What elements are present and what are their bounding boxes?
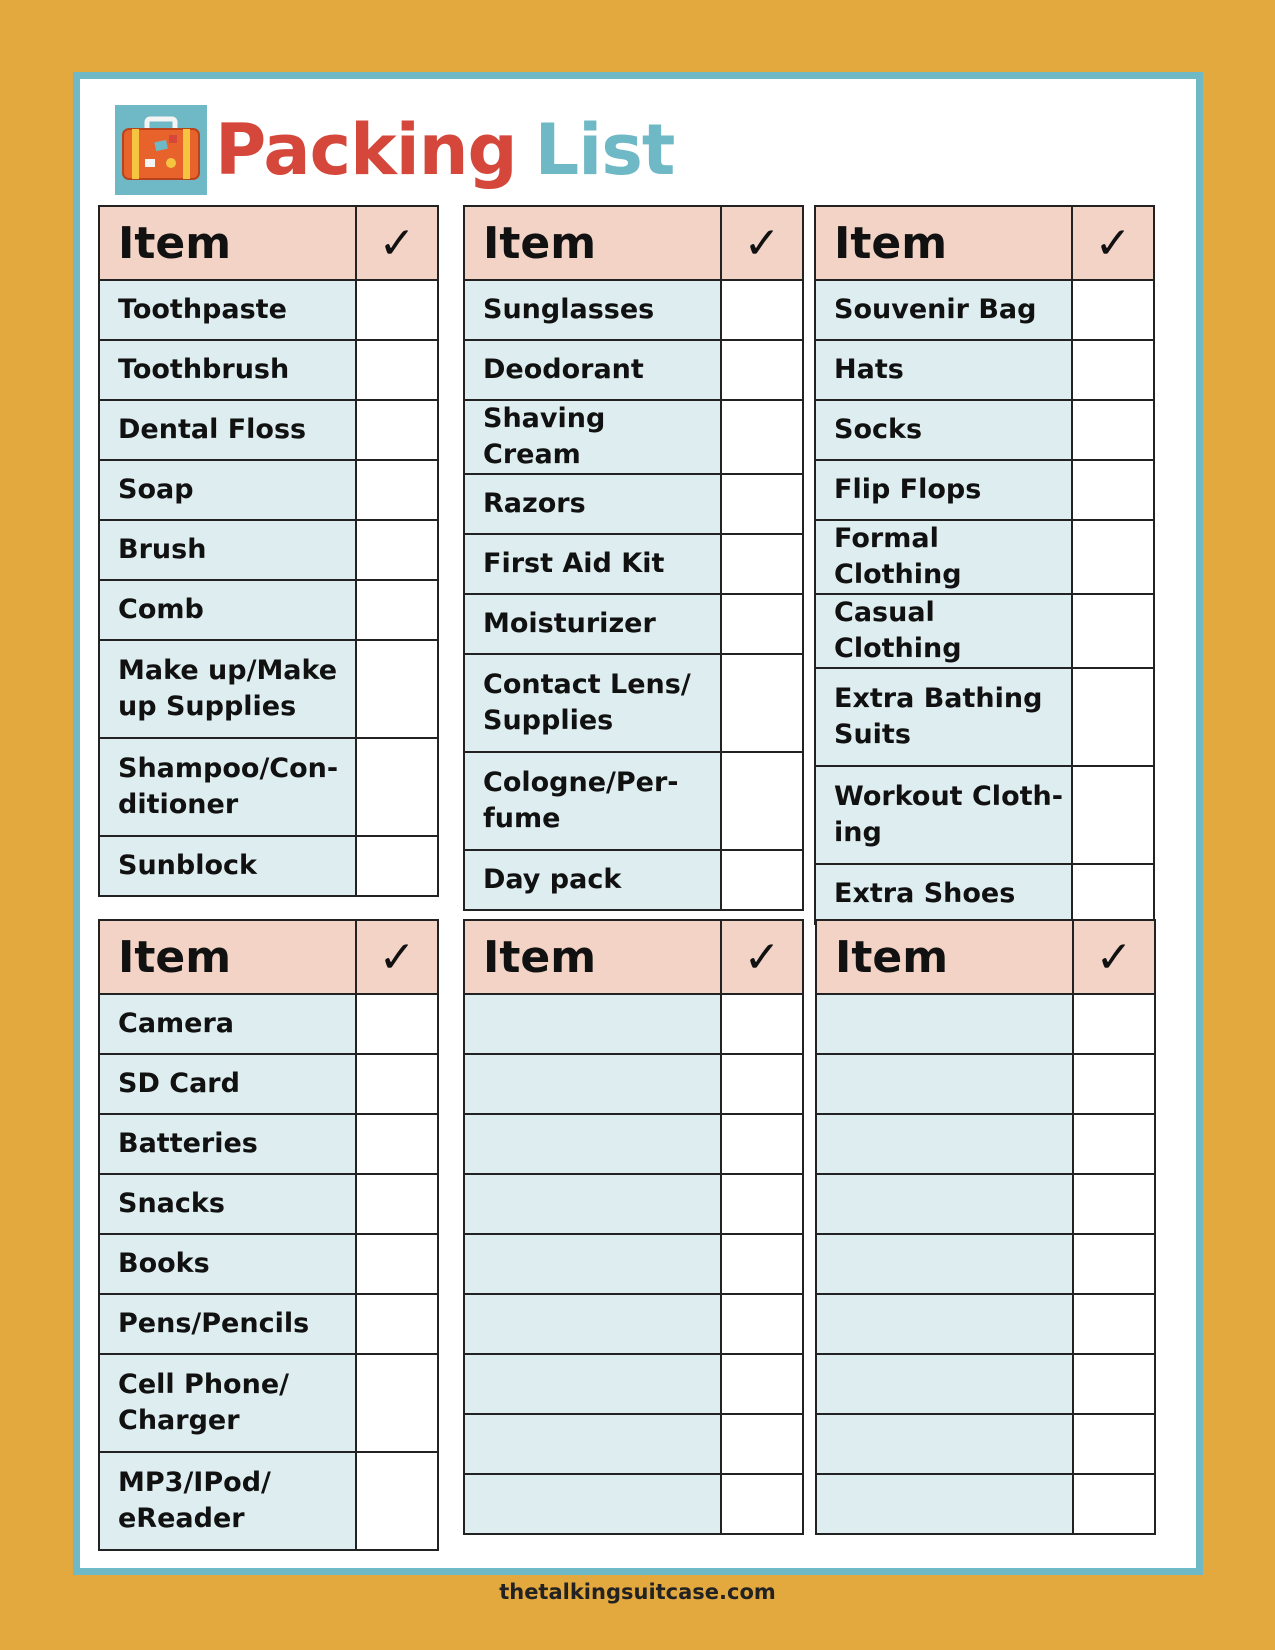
list-item: Shampoo/Con-ditioner: [99, 738, 356, 836]
list-item: Make up/Make up Supplies: [99, 640, 356, 738]
check-box[interactable]: [721, 1114, 803, 1174]
list-item: Toothbrush: [99, 340, 356, 400]
blank-item-field[interactable]: [816, 1474, 1073, 1534]
checkmark-icon: ✓: [356, 206, 438, 280]
check-box[interactable]: [356, 1234, 438, 1294]
check-box[interactable]: [356, 738, 438, 836]
packing-table-4: [98, 919, 439, 1551]
check-box[interactable]: [1072, 520, 1154, 594]
list-item: Formal Clothing: [815, 520, 1072, 594]
check-box[interactable]: [1073, 1054, 1155, 1114]
list-item: Camera: [99, 994, 356, 1054]
packing-table-6: [815, 919, 1156, 1535]
check-box[interactable]: [1073, 1174, 1155, 1234]
check-box[interactable]: [356, 1452, 438, 1550]
item-column-header: Item: [99, 206, 356, 280]
item-column-header: Item: [815, 206, 1072, 280]
blank-item-field[interactable]: [464, 1174, 721, 1234]
checkmark-icon: ✓: [721, 206, 803, 280]
list-item: Flip Flops: [815, 460, 1072, 520]
check-box[interactable]: [1072, 864, 1154, 924]
check-box[interactable]: [1072, 594, 1154, 668]
check-box[interactable]: [1072, 766, 1154, 864]
check-box[interactable]: [356, 280, 438, 340]
blank-item-field[interactable]: [464, 1354, 721, 1414]
list-item: Hats: [815, 340, 1072, 400]
page-title: [215, 109, 675, 191]
list-item: Dental Floss: [99, 400, 356, 460]
packing-table-1: [98, 205, 439, 897]
page-header: [115, 102, 674, 198]
list-item: Workout Cloth-ing: [815, 766, 1072, 864]
check-box[interactable]: [1073, 1234, 1155, 1294]
check-box[interactable]: [1072, 400, 1154, 460]
list-item: Books: [99, 1234, 356, 1294]
list-item: Batteries: [99, 1114, 356, 1174]
blank-item-field[interactable]: [464, 994, 721, 1054]
check-box[interactable]: [721, 1234, 803, 1294]
check-box[interactable]: [721, 280, 803, 340]
check-box[interactable]: [721, 1354, 803, 1414]
check-box[interactable]: [356, 1174, 438, 1234]
item-column-header: Item: [464, 920, 721, 994]
blank-item-field[interactable]: [816, 1054, 1073, 1114]
list-item: Contact Lens/ Supplies: [464, 654, 721, 752]
check-box[interactable]: [1072, 668, 1154, 766]
item-column-header: Item: [464, 206, 721, 280]
check-box[interactable]: [356, 400, 438, 460]
title-word-packing: Packing: [215, 109, 517, 191]
list-item: Comb: [99, 580, 356, 640]
packing-table-3: [814, 205, 1155, 925]
item-column-header: Item: [816, 920, 1073, 994]
check-box[interactable]: [356, 994, 438, 1054]
blank-item-field[interactable]: [816, 1414, 1073, 1474]
list-item: Shaving Cream: [464, 400, 721, 474]
list-item: First Aid Kit: [464, 534, 721, 594]
check-box[interactable]: [356, 460, 438, 520]
check-box[interactable]: [721, 340, 803, 400]
check-box[interactable]: [1073, 1414, 1155, 1474]
blank-item-field[interactable]: [464, 1414, 721, 1474]
check-box[interactable]: [356, 580, 438, 640]
check-box[interactable]: [356, 1294, 438, 1354]
check-box[interactable]: [1072, 340, 1154, 400]
check-box[interactable]: [356, 1114, 438, 1174]
list-item: Socks: [815, 400, 1072, 460]
list-item: Cell Phone/ Charger: [99, 1354, 356, 1452]
check-box[interactable]: [1072, 460, 1154, 520]
list-item: Deodorant: [464, 340, 721, 400]
check-box[interactable]: [721, 1174, 803, 1234]
check-box[interactable]: [356, 520, 438, 580]
check-box[interactable]: [721, 534, 803, 594]
list-item: Cologne/Per-fume: [464, 752, 721, 850]
list-item: Sunglasses: [464, 280, 721, 340]
blank-item-field[interactable]: [464, 1474, 721, 1534]
list-item: Brush: [99, 520, 356, 580]
blank-item-field[interactable]: [816, 1174, 1073, 1234]
footer-url: thetalkingsuitcase.com: [499, 1580, 776, 1604]
blank-item-field[interactable]: [464, 1294, 721, 1354]
check-box[interactable]: [721, 1054, 803, 1114]
list-item: Snacks: [99, 1174, 356, 1234]
list-item: Casual Clothing: [815, 594, 1072, 668]
check-box[interactable]: [721, 654, 803, 752]
list-item: Souvenir Bag: [815, 280, 1072, 340]
check-box[interactable]: [1073, 1354, 1155, 1414]
packing-table-5: [463, 919, 804, 1535]
check-box[interactable]: [1073, 1474, 1155, 1534]
item-column-header: Item: [99, 920, 356, 994]
check-box[interactable]: [1073, 1114, 1155, 1174]
list-item: Razors: [464, 474, 721, 534]
checkmark-icon: ✓: [1073, 920, 1155, 994]
list-item: MP3/IPod/ eReader: [99, 1452, 356, 1550]
check-box[interactable]: [1073, 1294, 1155, 1354]
check-box[interactable]: [721, 1414, 803, 1474]
check-box[interactable]: [356, 340, 438, 400]
check-box[interactable]: [356, 836, 438, 896]
list-item: Extra Shoes: [815, 864, 1072, 924]
packing-table-2: [463, 205, 804, 911]
blank-item-field[interactable]: [816, 994, 1073, 1054]
check-box[interactable]: [721, 474, 803, 534]
check-box[interactable]: [1072, 280, 1154, 340]
blank-item-field[interactable]: [464, 1114, 721, 1174]
blank-item-field[interactable]: [816, 1294, 1073, 1354]
checkmark-icon: ✓: [1072, 206, 1154, 280]
check-box[interactable]: [721, 1294, 803, 1354]
checkmark-icon: ✓: [721, 920, 803, 994]
title-word-list: List: [534, 109, 675, 191]
list-item: Sunblock: [99, 836, 356, 896]
blank-item-field[interactable]: [464, 1234, 721, 1294]
list-item: Soap: [99, 460, 356, 520]
blank-item-field[interactable]: [816, 1114, 1073, 1174]
list-item: Day pack: [464, 850, 721, 910]
check-box[interactable]: [721, 400, 803, 474]
list-item: SD Card: [99, 1054, 356, 1114]
suitcase-icon: [115, 105, 207, 195]
check-box[interactable]: [721, 994, 803, 1054]
check-box[interactable]: [356, 640, 438, 738]
list-item: Toothpaste: [99, 280, 356, 340]
checkmark-icon: ✓: [356, 920, 438, 994]
blank-item-field[interactable]: [816, 1234, 1073, 1294]
check-box[interactable]: [721, 752, 803, 850]
list-item: Extra Bathing Suits: [815, 668, 1072, 766]
check-box[interactable]: [721, 850, 803, 910]
list-item: Pens/Pencils: [99, 1294, 356, 1354]
check-box[interactable]: [721, 594, 803, 654]
check-box[interactable]: [356, 1054, 438, 1114]
blank-item-field[interactable]: [464, 1054, 721, 1114]
blank-item-field[interactable]: [816, 1354, 1073, 1414]
check-box[interactable]: [1073, 994, 1155, 1054]
check-box[interactable]: [721, 1474, 803, 1534]
check-box[interactable]: [356, 1354, 438, 1452]
list-item: Moisturizer: [464, 594, 721, 654]
